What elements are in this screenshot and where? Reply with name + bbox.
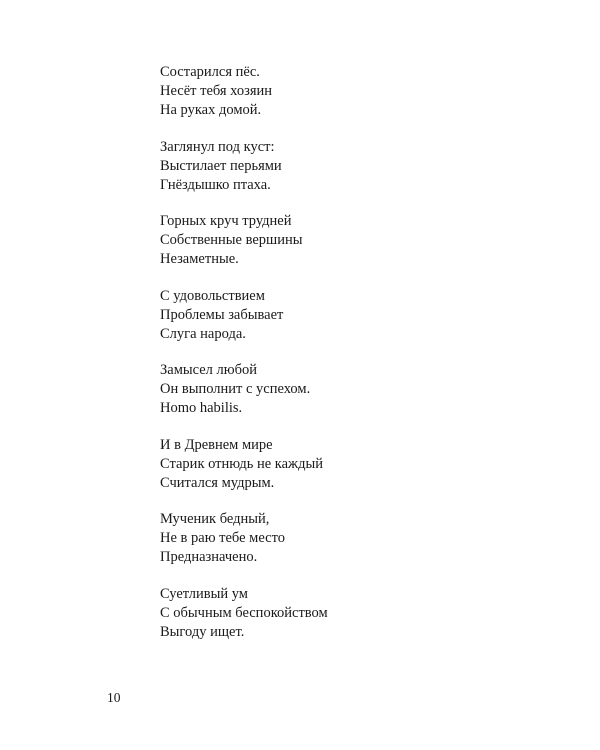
verse-line: Homo habilis. xyxy=(160,400,243,416)
verse-line: Не в раю тебе место xyxy=(160,530,285,546)
verse-line: Несёт тебя хозяин xyxy=(160,83,273,99)
verse-line: Слуга народа. xyxy=(160,325,246,342)
stanza xyxy=(160,138,540,195)
stanza xyxy=(160,63,540,120)
verse-line: Незаметные. xyxy=(160,251,239,267)
verse-line: На руках домой. xyxy=(160,102,262,118)
page-number: 10 xyxy=(107,690,121,705)
poem-collection xyxy=(160,63,540,659)
verse-line: С обычным беспокойством xyxy=(160,604,328,621)
verse-line: Выгоду ищет. xyxy=(160,623,245,640)
verse-line: И в Древнем мире xyxy=(160,436,273,453)
verse-line: Гнёздышко птаха. xyxy=(160,176,271,193)
verse-line: Старик отнюдь не каждый xyxy=(160,455,323,472)
verse-line: Горных круч трудней xyxy=(160,213,292,229)
stanza xyxy=(160,436,540,493)
verse-line: С удовольствием xyxy=(160,287,265,304)
verse-line: Проблемы забывает xyxy=(160,306,284,323)
verse-line: Замысел любой xyxy=(160,362,257,378)
verse-line: Он выполнит с успехом. xyxy=(160,381,311,397)
stanza xyxy=(160,585,540,642)
verse-line: Состарился пёс. xyxy=(160,64,260,80)
stanza xyxy=(160,212,540,269)
verse-line: Выстилает перьями xyxy=(160,157,282,174)
verse-line: Считался мудрым. xyxy=(160,474,275,491)
stanza xyxy=(160,361,540,418)
verse-line: Собственные вершины xyxy=(160,232,303,248)
verse-line: Заглянул под куст: xyxy=(160,138,275,155)
stanza xyxy=(160,287,540,344)
verse-line: Мученик бедный, xyxy=(160,511,270,527)
stanza xyxy=(160,510,540,567)
verse-line: Суетливый ум xyxy=(160,585,248,602)
verse-line: Предназначено. xyxy=(160,549,258,565)
